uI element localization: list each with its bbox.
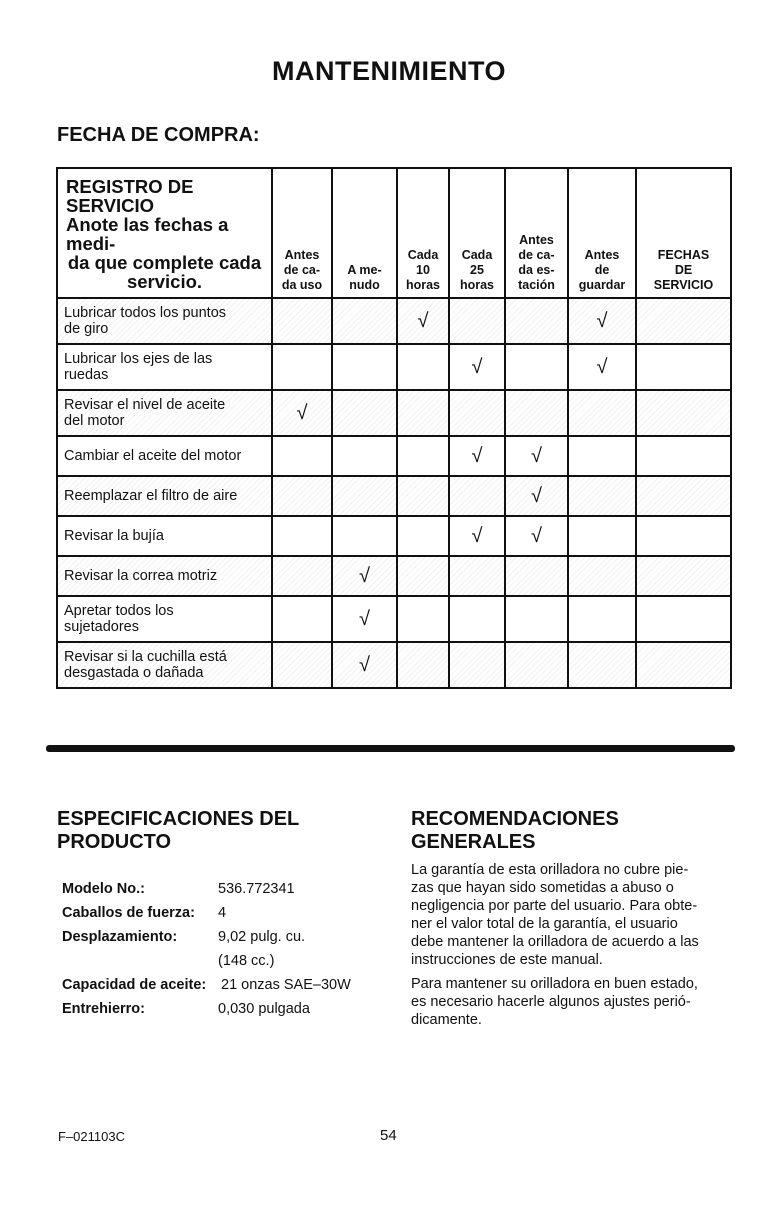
check-cell	[272, 390, 332, 436]
check-mark-icon: √	[359, 608, 370, 630]
service-log-header-line: REGISTRO DE SERVICIO	[66, 176, 194, 216]
column-header: Antes de ca- da es- tación	[505, 168, 568, 298]
service-dates-cell[interactable]	[636, 596, 731, 642]
check-mark-icon: √	[531, 525, 542, 547]
check-cell	[505, 556, 568, 596]
table-row	[57, 642, 731, 688]
check-mark-icon: √	[359, 654, 370, 676]
check-cell	[332, 298, 397, 344]
task-cell: Revisar la bujía	[57, 516, 272, 556]
check-cell	[568, 556, 636, 596]
recommendations-text	[411, 861, 731, 1035]
check-cell	[332, 516, 397, 556]
table-row	[57, 516, 731, 556]
check-cell	[272, 516, 332, 556]
task-cell: Apretar todos los sujetadores	[57, 596, 272, 642]
column-header: Antes de ca- da uso	[272, 168, 332, 298]
service-log-table	[56, 167, 732, 689]
service-dates-cell[interactable]	[636, 298, 731, 344]
task-cell: Reemplazar el filtro de aire	[57, 476, 272, 516]
check-cell	[397, 298, 449, 344]
check-mark-icon: √	[471, 525, 483, 547]
service-dates-cell[interactable]	[636, 476, 731, 516]
specs-heading: ESPECIFICACIONES DEL PRODUCTO	[57, 808, 300, 853]
spec-value: 9,02 pulg. cu. (148 cc.)	[218, 929, 306, 969]
check-cell	[449, 596, 505, 642]
check-cell	[397, 596, 449, 642]
check-cell	[397, 476, 449, 516]
service-dates-cell[interactable]	[636, 516, 731, 556]
spec-value: 4	[218, 905, 227, 921]
check-cell	[332, 642, 397, 688]
check-cell	[397, 642, 449, 688]
page-title: MANTENIMIENTO	[272, 56, 506, 86]
spec-label: Capacidad de aceite:	[62, 977, 207, 993]
service-log-header-line: da que complete cada	[67, 252, 262, 273]
check-mark-icon: √	[359, 565, 370, 587]
check-mark-icon: √	[296, 402, 308, 424]
task-cell: Cambiar el aceite del motor	[57, 436, 272, 476]
check-cell	[397, 344, 449, 390]
check-cell	[568, 298, 636, 344]
check-cell	[272, 596, 332, 642]
check-cell	[332, 556, 397, 596]
table-row	[57, 344, 731, 390]
check-cell	[449, 476, 505, 516]
check-cell	[505, 516, 568, 556]
service-dates-cell[interactable]	[636, 642, 731, 688]
table-row	[57, 556, 731, 596]
check-cell	[449, 556, 505, 596]
check-cell	[568, 344, 636, 390]
check-cell	[505, 344, 568, 390]
check-cell	[568, 436, 636, 476]
page-number: 54	[380, 1127, 397, 1144]
check-mark-icon: √	[471, 356, 483, 378]
column-header: Antes de guardar	[568, 168, 636, 298]
task-cell: Revisar la correa motriz	[57, 556, 272, 596]
table-header-row	[57, 168, 731, 298]
check-cell	[272, 476, 332, 516]
table-row	[57, 476, 731, 516]
check-cell	[505, 436, 568, 476]
spec-value: 536.772341	[218, 881, 295, 897]
check-cell	[332, 476, 397, 516]
column-header: FECHAS DE SERVICIO	[636, 168, 731, 298]
column-header: Cada 10 horas	[397, 168, 449, 298]
check-cell	[568, 476, 636, 516]
check-cell	[568, 516, 636, 556]
check-cell	[505, 476, 568, 516]
check-cell	[505, 642, 568, 688]
check-cell	[505, 298, 568, 344]
service-dates-cell[interactable]	[636, 436, 731, 476]
check-cell	[332, 344, 397, 390]
spec-value: 0,030 pulgada	[218, 1001, 310, 1017]
check-cell	[449, 642, 505, 688]
check-cell	[449, 390, 505, 436]
check-cell	[272, 642, 332, 688]
task-cell: Revisar si la cuchilla está desgastada o dañada	[57, 642, 272, 688]
service-dates-cell[interactable]	[636, 556, 731, 596]
recommendation-paragraph: Para mantener su orilladora en buen estado, es necesario hacerle algunos ajustes perió- dicamente.	[411, 976, 698, 1028]
spec-label: Entrehierro:	[62, 1001, 145, 1017]
check-cell	[332, 436, 397, 476]
check-cell	[449, 298, 505, 344]
spec-label: Caballos de fuerza:	[62, 905, 195, 921]
check-mark-icon: √	[596, 310, 608, 332]
check-cell	[568, 390, 636, 436]
table-row	[57, 390, 731, 436]
task-cell: Lubricar los ejes de las ruedas	[57, 344, 272, 390]
spec-value: 21 onzas SAE–30W	[221, 977, 351, 993]
check-cell	[449, 436, 505, 476]
check-cell	[332, 596, 397, 642]
check-cell	[397, 390, 449, 436]
service-dates-cell[interactable]	[636, 390, 731, 436]
task-cell: Lubricar todos los puntos de giro	[57, 298, 272, 344]
check-cell	[568, 596, 636, 642]
check-cell	[272, 298, 332, 344]
check-cell	[397, 556, 449, 596]
task-cell: Revisar el nivel de aceite del motor	[57, 390, 272, 436]
check-mark-icon: √	[531, 445, 542, 467]
column-header: Cada 25 horas	[449, 168, 505, 298]
table-row	[57, 596, 731, 642]
check-cell	[568, 642, 636, 688]
recommendations-heading: RECOMENDACIONES GENERALES	[411, 808, 619, 853]
check-mark-icon: √	[417, 310, 429, 332]
check-cell	[332, 390, 397, 436]
check-mark-icon: √	[471, 445, 483, 467]
check-cell	[272, 436, 332, 476]
recommendation-paragraph: La garantía de esta orilladora no cubre pie- zas que hayan sido sometidas a abuso o negligencia por parte del usuario. Para obte- ner el valor total de la garantía, el usuario debe mantener la orilladora de acuerdo a las instrucciones de este manual.	[411, 862, 699, 968]
section-divider	[46, 745, 735, 752]
spec-label: Desplazamiento:	[62, 929, 178, 945]
check-mark-icon: √	[531, 485, 542, 507]
check-cell	[397, 436, 449, 476]
service-log-header-line: Anote las fechas a medi-	[66, 214, 229, 254]
check-cell	[505, 390, 568, 436]
check-cell	[449, 344, 505, 390]
check-mark-icon: √	[596, 356, 608, 378]
spec-label: Modelo No.:	[62, 881, 145, 897]
service-log-header-line: servicio.	[126, 271, 203, 292]
document-code: F–021103C	[58, 1129, 125, 1144]
check-cell	[449, 516, 505, 556]
service-log-header	[57, 168, 272, 298]
purchase-date-label: FECHA DE COMPRA:	[57, 124, 260, 146]
check-cell	[505, 596, 568, 642]
table-row	[57, 436, 731, 476]
column-header: A me- nudo	[332, 168, 397, 298]
service-dates-cell[interactable]	[636, 344, 731, 390]
check-cell	[272, 344, 332, 390]
check-cell	[272, 556, 332, 596]
table-row	[57, 298, 731, 344]
check-cell	[397, 516, 449, 556]
